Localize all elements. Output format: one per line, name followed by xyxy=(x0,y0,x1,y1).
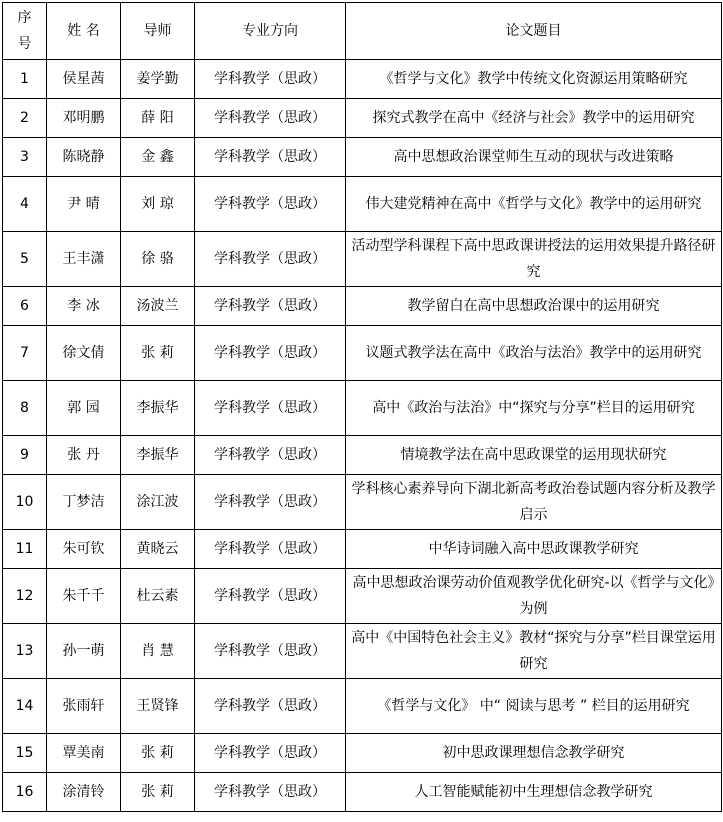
cell-major: 学科教学（思政） xyxy=(195,475,346,530)
cell-major: 学科教学（思政） xyxy=(195,138,346,177)
cell-title: 伟大建党精神在高中《哲学与文化》教学中的运用研究 xyxy=(346,177,722,232)
cell-advisor: 李振华 xyxy=(121,436,195,475)
cell-advisor: 金 鑫 xyxy=(121,138,195,177)
cell-major: 学科教学（思政） xyxy=(195,679,346,734)
header-no xyxy=(3,3,47,60)
cell-major: 学科教学（思政） xyxy=(195,60,346,99)
cell-name: 王丰潇 xyxy=(47,232,121,287)
cell-no: 12 xyxy=(3,569,47,624)
cell-advisor: 姜学勤 xyxy=(121,60,195,99)
cell-no: 15 xyxy=(3,734,47,773)
cell-name: 丁梦洁 xyxy=(47,475,121,530)
table-header-row xyxy=(3,3,722,60)
cell-advisor: 徐 骆 xyxy=(121,232,195,287)
cell-name: 郭 园 xyxy=(47,381,121,436)
cell-name: 张 丹 xyxy=(47,436,121,475)
header-name: 姓 名 xyxy=(47,3,121,60)
table-row xyxy=(3,624,722,679)
cell-title: 学科核心素养导向下湖北新高考政治卷试题内容分析及教学启示 xyxy=(346,475,722,530)
cell-advisor: 刘 琼 xyxy=(121,177,195,232)
cell-title: 高中思想政治课堂师生互动的现状与改进策略 xyxy=(346,138,722,177)
cell-name: 孙一萌 xyxy=(47,624,121,679)
cell-advisor: 杜云素 xyxy=(121,569,195,624)
cell-major: 学科教学（思政） xyxy=(195,287,346,326)
cell-no: 16 xyxy=(3,773,47,812)
cell-no: 3 xyxy=(3,138,47,177)
table-row xyxy=(3,475,722,530)
cell-name: 徐文倩 xyxy=(47,326,121,381)
cell-title: 活动型学科课程下高中思政课讲授法的运用效果提升路径研究 xyxy=(346,232,722,287)
cell-advisor: 李振华 xyxy=(121,381,195,436)
cell-no: 6 xyxy=(3,287,47,326)
cell-name: 张雨轩 xyxy=(47,679,121,734)
cell-name: 陈晓静 xyxy=(47,138,121,177)
cell-title: 高中思想政治课劳动价值观教学优化研究-以《哲学与文化》为例 xyxy=(346,569,722,624)
cell-advisor: 张 莉 xyxy=(121,773,195,812)
cell-name: 尹 晴 xyxy=(47,177,121,232)
cell-name: 朱可钦 xyxy=(47,530,121,569)
thesis-table xyxy=(2,2,722,812)
cell-title: 《哲学与文化》教学中传统文化资源运用策略研究 xyxy=(346,60,722,99)
cell-name: 李 冰 xyxy=(47,287,121,326)
cell-advisor: 张 莉 xyxy=(121,734,195,773)
table-row xyxy=(3,326,722,381)
cell-title: 《哲学与文化》 中“ 阅读与思考 ” 栏目的运用研究 xyxy=(346,679,722,734)
cell-major: 学科教学（思政） xyxy=(195,232,346,287)
cell-major: 学科教学（思政） xyxy=(195,569,346,624)
cell-title: 探究式教学在高中《经济与社会》教学中的运用研究 xyxy=(346,99,722,138)
cell-no: 4 xyxy=(3,177,47,232)
cell-no: 10 xyxy=(3,475,47,530)
table-row xyxy=(3,232,722,287)
cell-major: 学科教学（思政） xyxy=(195,326,346,381)
table-row xyxy=(3,60,722,99)
cell-name: 涂清铃 xyxy=(47,773,121,812)
cell-major: 学科教学（思政） xyxy=(195,624,346,679)
table-row xyxy=(3,287,722,326)
cell-title: 初中思政课理想信念教学研究 xyxy=(346,734,722,773)
table-row xyxy=(3,679,722,734)
cell-name: 邓明鹏 xyxy=(47,99,121,138)
table-row xyxy=(3,381,722,436)
table-row xyxy=(3,773,722,812)
cell-advisor: 黄晓云 xyxy=(121,530,195,569)
cell-advisor: 王贤锋 xyxy=(121,679,195,734)
cell-no: 5 xyxy=(3,232,47,287)
cell-title: 高中《中国特色社会主义》教材“探究与分享”栏目课堂运用研究 xyxy=(346,624,722,679)
cell-name: 侯星茜 xyxy=(47,60,121,99)
cell-major: 学科教学（思政） xyxy=(195,530,346,569)
table-row xyxy=(3,436,722,475)
cell-title: 教学留白在高中思想政治课中的运用研究 xyxy=(346,287,722,326)
cell-no: 9 xyxy=(3,436,47,475)
header-major: 专业方向 xyxy=(195,3,346,60)
cell-major: 学科教学（思政） xyxy=(195,381,346,436)
header-title: 论文题目 xyxy=(346,3,722,60)
table-row xyxy=(3,138,722,177)
cell-name: 朱千千 xyxy=(47,569,121,624)
cell-title: 高中《政治与法治》中“探究与分享”栏目的运用研究 xyxy=(346,381,722,436)
header-advisor: 导师 xyxy=(121,3,195,60)
cell-no: 13 xyxy=(3,624,47,679)
cell-title: 中华诗词融入高中思政课教学研究 xyxy=(346,530,722,569)
header-no-label: 序号 xyxy=(17,10,32,52)
cell-title: 情境教学法在高中思政课堂的运用现状研究 xyxy=(346,436,722,475)
table-row xyxy=(3,530,722,569)
cell-major: 学科教学（思政） xyxy=(195,436,346,475)
table-row xyxy=(3,99,722,138)
cell-no: 2 xyxy=(3,99,47,138)
cell-major: 学科教学（思政） xyxy=(195,773,346,812)
cell-advisor: 肖 慧 xyxy=(121,624,195,679)
cell-no: 7 xyxy=(3,326,47,381)
cell-major: 学科教学（思政） xyxy=(195,734,346,773)
table-row xyxy=(3,734,722,773)
cell-advisor: 汤波兰 xyxy=(121,287,195,326)
table-row xyxy=(3,569,722,624)
cell-no: 11 xyxy=(3,530,47,569)
cell-name: 覃美南 xyxy=(47,734,121,773)
cell-advisor: 涂江波 xyxy=(121,475,195,530)
cell-no: 1 xyxy=(3,60,47,99)
cell-advisor: 张 莉 xyxy=(121,326,195,381)
cell-advisor: 薛 阳 xyxy=(121,99,195,138)
cell-no: 14 xyxy=(3,679,47,734)
table-row xyxy=(3,177,722,232)
cell-major: 学科教学（思政） xyxy=(195,177,346,232)
cell-major: 学科教学（思政） xyxy=(195,99,346,138)
cell-title: 人工智能赋能初中生理想信念教学研究 xyxy=(346,773,722,812)
cell-no: 8 xyxy=(3,381,47,436)
cell-title: 议题式教学法在高中《政治与法治》教学中的运用研究 xyxy=(346,326,722,381)
